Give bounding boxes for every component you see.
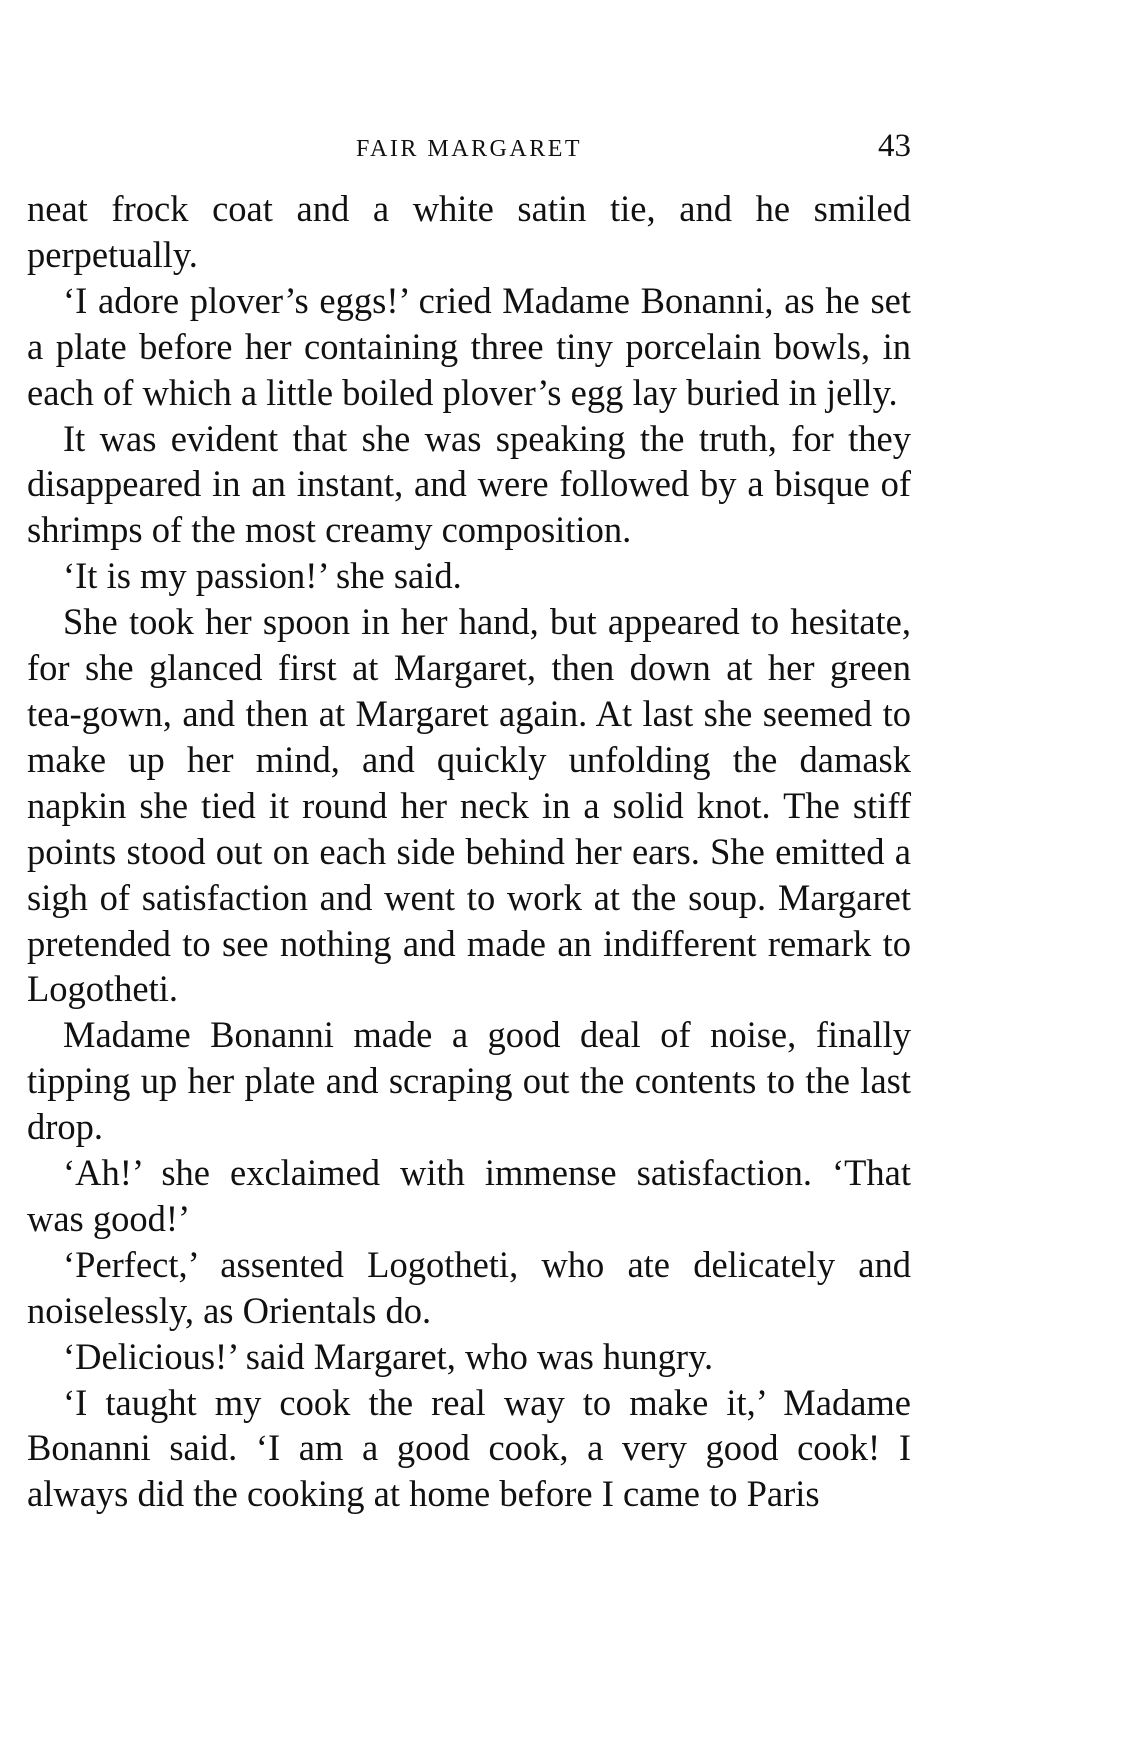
paragraph: ‘Delicious!’ said Margaret, who was hungry. [63, 1335, 714, 1377]
paragraph: ‘It is my passion!’ she said. [63, 555, 462, 597]
paragraph: ‘I taught my cook the real way to make it,’ Madame Bonanni said. ‘I am a good cook, a very good cook! I always did the cooking at home before I came to Paris [27, 1381, 911, 1515]
paragraph: It was evident that she was speaking the truth, for they disappeared in an instant, and were followed by a bisque of shrimps of the most creamy composition. [27, 417, 911, 551]
paragraph-continuation: neat frock coat and a white satin tie, and he smiled perpetually. [27, 188, 911, 275]
paragraph: Madame Bonanni made a good deal of noise, finally tipping up her plate and scraping out the contents to the last drop. [27, 1014, 911, 1148]
paragraph: ‘Ah!’ she exclaimed with immense satisfaction. ‘That was good!’ [27, 1152, 911, 1239]
paragraph: She took her spoon in her hand, but appeared to hesitate, for she glanced first at Margaret, then down at her green tea-gown, and then at Margaret again. At last she seemed to make up her mind, and quickly unfolding the damask napkin she tied it round her neck in a solid knot. The stiff points stood out on each side behind her ears. She emitted a sigh of satisfaction and went to work at the soup. Margaret pretended to see nothing and made an indifferent remark to Logotheti. [27, 601, 911, 1010]
paragraph: ‘I adore plover’s eggs!’ cried Madame Bonanni, as he set a plate before her containing three tiny porcelain bowls, in each of which a little boiled plover’s egg lay buried in jelly. [27, 279, 911, 413]
running-title: FAIR MARGARET [355, 136, 583, 162]
body-text [27, 186, 911, 1517]
page-number: 43 [878, 128, 911, 164]
paragraph: ‘Perfect,’ assented Logotheti, who ate delicately and noiselessly, as Orientals do. [27, 1243, 911, 1331]
running-head [27, 128, 911, 172]
